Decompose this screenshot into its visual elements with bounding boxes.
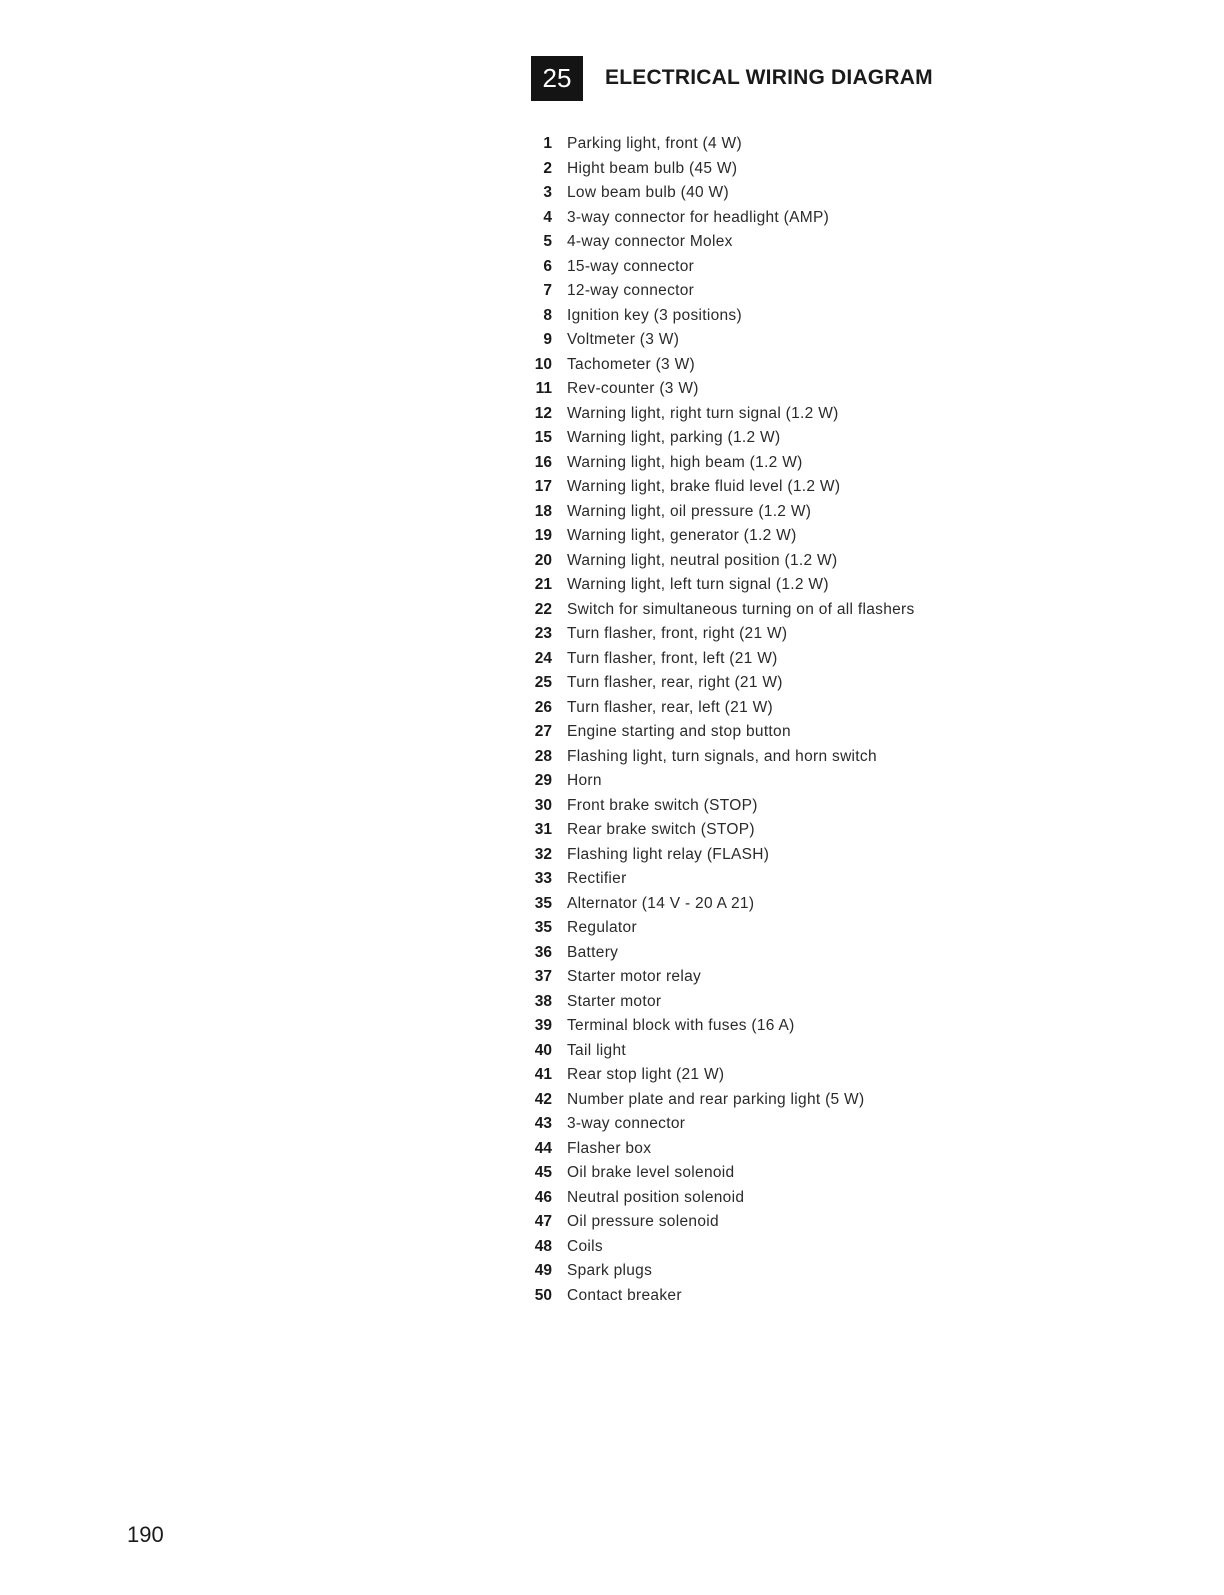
legend-item-label: Terminal block with fuses (16 A) — [567, 1017, 795, 1034]
legend-item-label: Turn flasher, rear, left (21 W) — [567, 698, 773, 716]
legend-item-label: Warning light, neutral position (1.2 W) — [567, 551, 838, 569]
legend-item — [522, 818, 1212, 843]
legend-item-number: 47 — [534, 1213, 552, 1230]
legend-item — [522, 1063, 1212, 1088]
legend-item-number: 17 — [534, 478, 552, 495]
legend-item — [522, 304, 1212, 329]
legend-item-label: 3-way connector — [567, 1115, 686, 1132]
legend-item-label: Engine starting and stop button — [567, 723, 791, 740]
legend-item — [522, 1259, 1212, 1284]
legend-item-number: 38 — [534, 992, 552, 1010]
legend-item-number: 22 — [534, 600, 552, 618]
legend-item-number: 25 — [534, 674, 552, 691]
legend-item-label: Turn flasher, front, left (21 W) — [567, 649, 778, 667]
legend-item — [522, 892, 1212, 917]
legend-item — [522, 598, 1212, 623]
legend-item-number: 19 — [534, 527, 552, 544]
legend-item — [522, 916, 1212, 941]
legend-item-number: 12 — [534, 404, 552, 422]
legend-item — [522, 941, 1212, 966]
legend-item-number: 18 — [534, 502, 552, 520]
legend-item-label: Warning light, left turn signal (1.2 W) — [567, 576, 829, 593]
legend-item-number: 20 — [534, 551, 552, 569]
legend-item — [522, 230, 1212, 255]
legend-item-number: 3 — [543, 184, 552, 201]
legend-item — [522, 157, 1212, 182]
legend-item — [522, 990, 1212, 1015]
legend-item — [522, 377, 1212, 402]
legend-item-label: Spark plugs — [567, 1262, 653, 1279]
legend-item-number: 27 — [534, 723, 552, 740]
legend-item-number: 45 — [534, 1164, 552, 1181]
legend-item — [522, 647, 1212, 672]
legend-item — [522, 475, 1212, 500]
legend-item-label: Warning light, parking (1.2 W) — [567, 429, 781, 446]
legend-item-number: 39 — [534, 1017, 552, 1034]
legend-item-label: Starter motor relay — [567, 968, 702, 985]
legend-item-label: 4-way connector Molex — [567, 233, 733, 250]
legend-item-label: Low beam bulb (40 W) — [567, 184, 729, 201]
legend-item-label: Tachometer (3 W) — [567, 355, 695, 373]
legend-item-label: Switch for simultaneous turning on of all flashers — [567, 600, 915, 618]
legend-item — [522, 402, 1212, 427]
legend-item-number: 21 — [534, 576, 552, 593]
legend-item-label: Rev-counter (3 W) — [567, 380, 699, 397]
legend-item-number: 23 — [534, 625, 552, 642]
legend-item-label: Number plate and rear parking light (5 W) — [567, 1090, 865, 1108]
legend-item-label: Tail light — [567, 1041, 626, 1059]
legend-item — [522, 1210, 1212, 1235]
legend-item — [522, 132, 1212, 157]
legend-item-number: 43 — [534, 1115, 552, 1132]
legend-item-number: 35 — [534, 919, 552, 936]
legend-item-label: Coils — [567, 1237, 603, 1255]
legend-item-label: Warning light, brake fluid level (1.2 W) — [567, 478, 841, 495]
legend-item-label: Voltmeter (3 W) — [567, 331, 680, 348]
legend-item-number: 5 — [543, 233, 552, 250]
legend-item — [522, 1039, 1212, 1064]
legend-item — [522, 622, 1212, 647]
legend-item-number: 37 — [534, 968, 552, 985]
legend-item-number: 36 — [534, 943, 552, 961]
legend-item-number: 15 — [534, 429, 552, 446]
legend-item-label: Warning light, right turn signal (1.2 W) — [567, 404, 839, 422]
legend-item-number: 10 — [534, 355, 552, 373]
legend-item — [522, 965, 1212, 990]
legend-item-label: Contact breaker — [567, 1286, 682, 1304]
legend-item-label: Flashing light, turn signals, and horn switch — [567, 747, 877, 765]
legend-item — [522, 206, 1212, 231]
legend-item-number: 9 — [543, 331, 552, 348]
legend-item-number: 30 — [534, 796, 552, 814]
legend-item-label: Warning light, generator (1.2 W) — [567, 527, 797, 544]
legend-item — [522, 696, 1212, 721]
legend-item-number: 24 — [534, 649, 552, 667]
legend-item-label: Rear stop light (21 W) — [567, 1066, 725, 1083]
legend-item — [522, 794, 1212, 819]
component-legend-list — [522, 132, 1212, 1308]
legend-item — [522, 843, 1212, 868]
legend-item-number: 28 — [534, 747, 552, 765]
page-title: ELECTRICAL WIRING DIAGRAM — [605, 66, 933, 89]
legend-item-label: Front brake switch (STOP) — [567, 796, 758, 814]
legend-item-label: Warning light, high beam (1.2 W) — [567, 453, 803, 471]
legend-item-number: 48 — [534, 1237, 552, 1255]
legend-item-number: 32 — [534, 845, 552, 863]
legend-item-number: 40 — [534, 1041, 552, 1059]
legend-item-label: Flasher box — [567, 1139, 652, 1157]
legend-item-number: 42 — [534, 1090, 552, 1108]
legend-item-number: 16 — [534, 453, 552, 471]
legend-item — [522, 353, 1212, 378]
legend-item — [522, 549, 1212, 574]
legend-item-number: 11 — [535, 380, 552, 397]
legend-item — [522, 255, 1212, 280]
legend-item — [522, 426, 1212, 451]
legend-item-number: 44 — [534, 1139, 552, 1157]
legend-item-label: Horn — [567, 772, 602, 789]
legend-item-number: 26 — [534, 698, 552, 716]
legend-item-number: 6 — [543, 257, 552, 275]
legend-item — [522, 720, 1212, 745]
legend-item-number: 41 — [534, 1066, 552, 1083]
legend-item-number: 46 — [534, 1188, 552, 1206]
legend-item-label: Flashing light relay (FLASH) — [567, 845, 770, 863]
legend-item-number: 35 — [534, 894, 552, 912]
legend-item-label: Starter motor — [567, 992, 662, 1010]
legend-item — [522, 1014, 1212, 1039]
legend-item — [522, 500, 1212, 525]
legend-item — [522, 328, 1212, 353]
legend-item-number: 1 — [543, 135, 552, 152]
legend-item-label: Turn flasher, rear, right (21 W) — [567, 674, 783, 691]
legend-item — [522, 1186, 1212, 1211]
legend-item — [522, 1112, 1212, 1137]
legend-item-label: 12-way connector — [567, 282, 695, 299]
legend-item — [522, 451, 1212, 476]
legend-item-label: Oil brake level solenoid — [567, 1164, 735, 1181]
legend-item-label: Alternator (14 V - 20 A 21) — [567, 894, 755, 912]
legend-item-label: Neutral position solenoid — [567, 1188, 745, 1206]
page-number: 190 — [127, 1522, 164, 1547]
legend-item — [522, 1161, 1212, 1186]
legend-item — [522, 769, 1212, 794]
legend-item-label: Rear brake switch (STOP) — [567, 821, 755, 838]
legend-item-label: Parking light, front (4 W) — [567, 135, 742, 152]
legend-item-number: 49 — [534, 1262, 552, 1279]
legend-item-number: 31 — [534, 821, 552, 838]
chapter-number-badge: 25 — [531, 56, 583, 101]
legend-item — [522, 524, 1212, 549]
legend-item — [522, 1088, 1212, 1113]
legend-item — [522, 1284, 1212, 1309]
legend-item-label: Hight beam bulb (45 W) — [567, 159, 738, 177]
legend-item-label: 3-way connector for headlight (AMP) — [567, 208, 830, 226]
legend-item — [522, 1235, 1212, 1260]
legend-item-label: 15-way connector — [567, 257, 695, 275]
legend-item — [522, 1137, 1212, 1162]
legend-item — [522, 745, 1212, 770]
legend-item-label: Regulator — [567, 919, 637, 936]
legend-item — [522, 573, 1212, 598]
legend-item-number: 50 — [534, 1286, 552, 1304]
legend-item — [522, 181, 1212, 206]
legend-item — [522, 867, 1212, 892]
legend-item — [522, 279, 1212, 304]
legend-item-label: Warning light, oil pressure (1.2 W) — [567, 502, 812, 520]
legend-item-label: Ignition key (3 positions) — [567, 306, 742, 324]
legend-item-label: Rectifier — [567, 870, 627, 887]
legend-item-number: 33 — [534, 870, 552, 887]
legend-item-number: 4 — [543, 208, 552, 226]
legend-item — [522, 671, 1212, 696]
legend-item-number: 29 — [534, 772, 552, 789]
legend-item-number: 7 — [543, 282, 552, 299]
legend-item-label: Oil pressure solenoid — [567, 1213, 719, 1230]
legend-item-label: Turn flasher, front, right (21 W) — [567, 625, 788, 642]
legend-item-number: 8 — [543, 306, 552, 324]
legend-item-label: Battery — [567, 943, 619, 961]
legend-item-number: 2 — [543, 159, 552, 177]
